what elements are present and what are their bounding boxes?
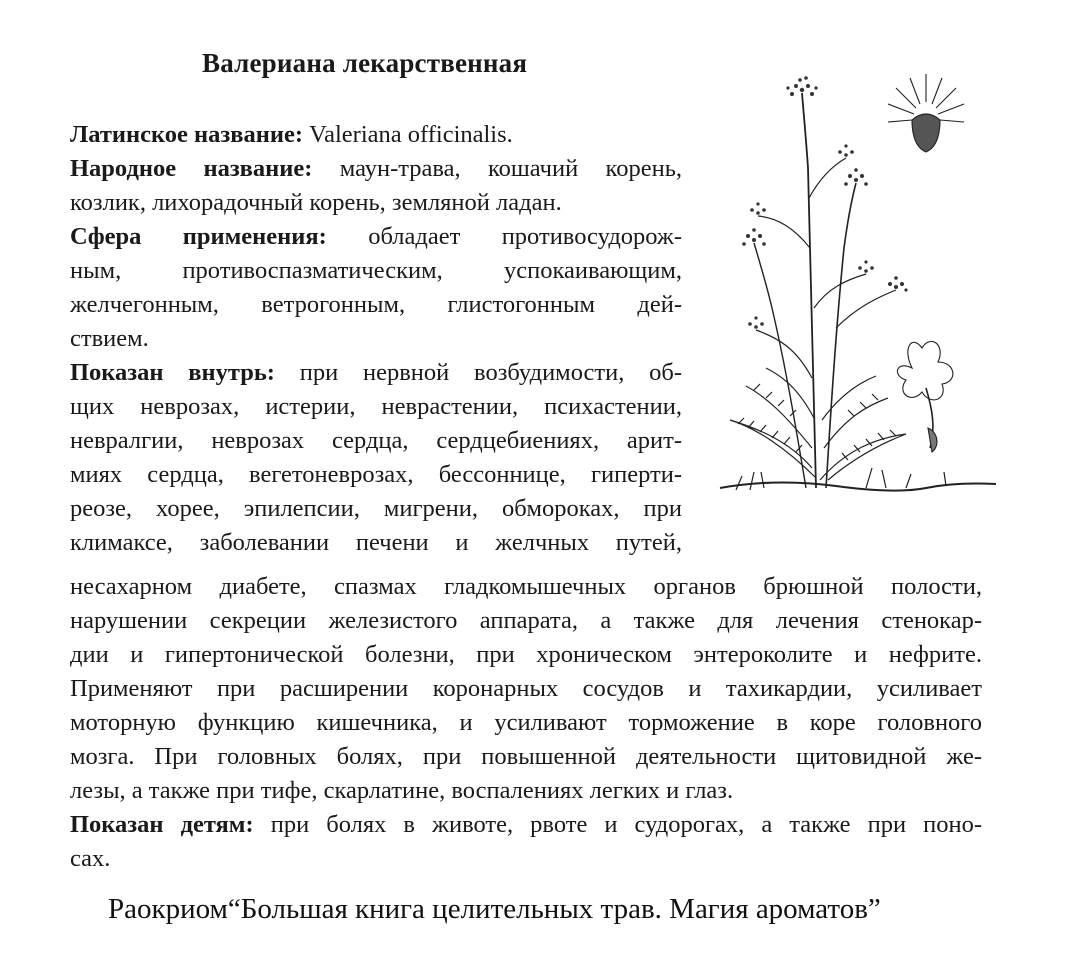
sphere-line: ствием. bbox=[70, 325, 149, 352]
folk-text: маун-трава, кошачий корень, bbox=[339, 155, 682, 182]
internal-line: моторную функцию кишечника, и усиливают торможение в коре головного bbox=[70, 709, 982, 736]
internal-line bbox=[70, 356, 682, 390]
latin-line bbox=[70, 118, 682, 152]
latin-label: Латинское название: bbox=[70, 121, 304, 148]
internal-line: климаксе, заболевании печени и желчных путей, bbox=[70, 529, 682, 556]
internal-label: Показан внутрь: bbox=[70, 359, 275, 386]
internal-text: при нервной возбудимости, об- bbox=[299, 359, 683, 386]
internal-line: щих неврозах, истерии, неврастении, психастении, bbox=[70, 393, 682, 420]
children-label: Показан детям: bbox=[70, 811, 254, 838]
internal-line: нарушении секреции железистого аппарата, а также для лечения стенокар- bbox=[70, 607, 982, 634]
sphere-label: Сфера применения: bbox=[70, 223, 327, 250]
sphere-line: ным, противоспазматическим, успокаивающим, bbox=[70, 257, 682, 284]
source-caption: Раокриом“Большая книга целительных трав. Магия ароматов” bbox=[108, 893, 881, 925]
internal-line: лезы, а также при тифе, скарлатине, воспалениях легких и глаз. bbox=[70, 777, 734, 804]
sphere-line: желчегонным, ветрогонным, глистогонным дей- bbox=[70, 291, 682, 318]
internal-line: миях сердца, вегетоневрозах, бессоннице, гиперти- bbox=[70, 461, 682, 488]
valerian-illustration bbox=[716, 48, 996, 498]
children-line: сах. bbox=[70, 845, 111, 872]
folk-line: козлик, лихорадочный корень, земляной ладан. bbox=[70, 189, 562, 216]
sphere-line bbox=[70, 220, 682, 254]
internal-line: мозга. При головных болях, при повышенной деятельности щитовидной же- bbox=[70, 743, 982, 770]
page-title: Валериана лекарственная bbox=[202, 48, 528, 78]
internal-line: Применяют при расширении коронарных сосудов и тахикардии, усиливает bbox=[70, 675, 982, 702]
sphere-text: обладает противосудорож- bbox=[368, 223, 683, 250]
internal-line: дии и гипертонической болезни, при хроническом энтероколите и нефрите. bbox=[70, 641, 982, 668]
latin-value: Valeriana officinalis. bbox=[309, 121, 513, 148]
text-full-width bbox=[70, 570, 982, 876]
children-line bbox=[70, 808, 982, 842]
children-text: при болях в животе, рвоте и судорогах, а также при поно- bbox=[270, 811, 982, 838]
internal-line: несахарном диабете, спазмах гладкомышечных органов брюшной полости, bbox=[70, 573, 982, 600]
internal-line: реозе, хорее, эпилепсии, мигрени, обмороках, при bbox=[70, 495, 682, 522]
internal-line: невралгии, неврозах сердца, сердцебиениях, арит- bbox=[70, 427, 682, 454]
text-column bbox=[70, 118, 682, 560]
folk-line bbox=[70, 152, 682, 186]
folk-label: Народное название: bbox=[70, 155, 313, 182]
